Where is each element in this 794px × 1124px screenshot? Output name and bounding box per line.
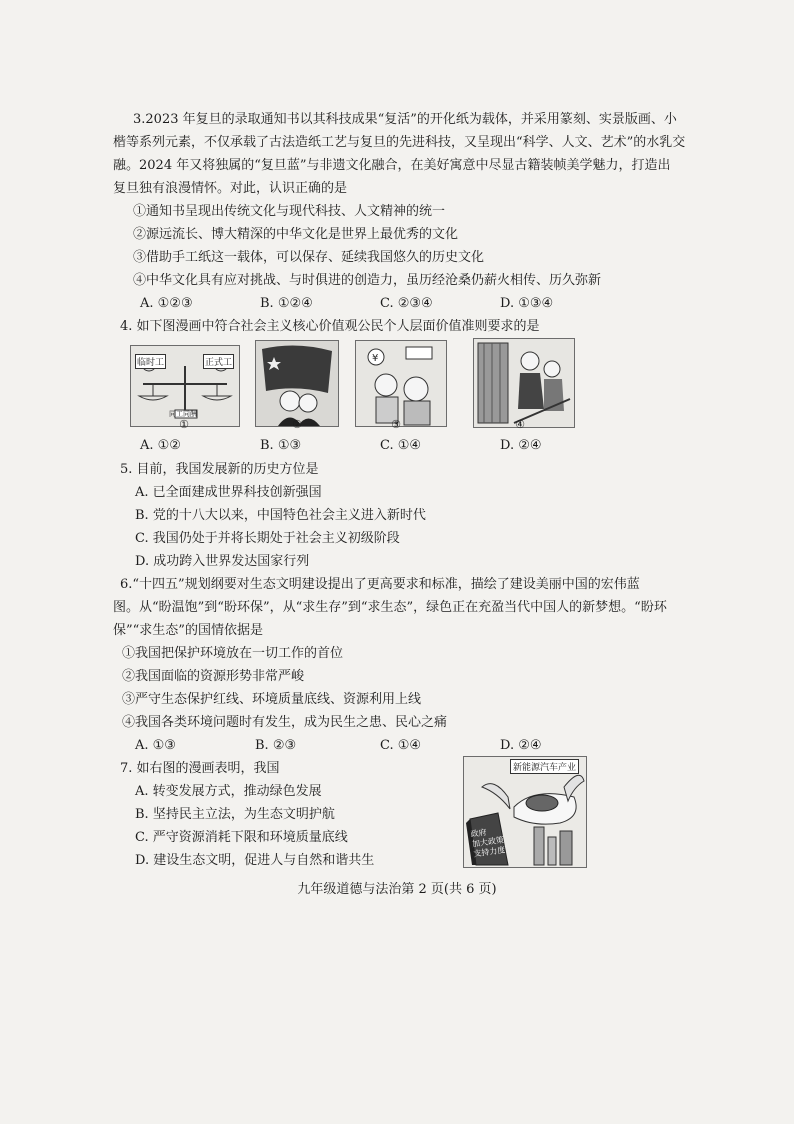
q7-option-c: C. 严守资源消耗下限和环境质量底线: [135, 830, 348, 845]
q4-stem: 4. 如下图漫画中符合社会主义核心价值观公民个人层面价值准则要求的是: [120, 319, 540, 334]
q4-cartoon-panel-1: [130, 345, 240, 427]
q3-stem-line-4: 复旦独有浪漫情怀。对此，认识正确的是: [113, 181, 348, 196]
q7-cartoon: [463, 756, 587, 868]
q4-panel-label-1: ①: [179, 418, 189, 431]
q6-option-c: C. ①④: [380, 738, 422, 753]
q7-stem: 7. 如右图的漫画表明，我国: [120, 761, 280, 776]
panel-1-sign-temporary: 临时工: [135, 354, 166, 369]
q7-option-a: A. 转变发展方式，推动绿色发展: [135, 784, 322, 799]
q6-statement-3: ③严守生态保护红线、环境质量底线、资源利用上线: [122, 692, 422, 707]
q3-statement-3: ③借助手工纸这一载体，可以保存、延续我国悠久的历史文化: [133, 250, 485, 265]
q3-stem-line-2: 楷等系列元素，不仅承载了古法造纸工艺与复旦的先进科技，又呈现出“科学、人文、艺术”的水乳交: [113, 135, 686, 150]
q6-option-d: D. ②④: [500, 738, 542, 753]
q4-cartoon-panel-4: [473, 338, 575, 428]
q7-option-b: B. 坚持民主立法，为生态文明护航: [135, 807, 335, 822]
q3-option-b: B. ①②④: [260, 296, 313, 311]
q3-option-c: C. ②③④: [380, 296, 433, 311]
q4-option-c: C. ①④: [380, 438, 422, 453]
q6-stem-line-1: 6.“十四五”规划纲要对生态文明建设提出了更高要求和标准，描绘了建设美丽中国的宏伟蓝: [120, 577, 640, 592]
q4-cartoon-panel-3: [355, 340, 447, 427]
q4-cartoon-panel-2: [255, 340, 339, 427]
q6-statement-2: ②我国面临的资源形势非常严峻: [122, 669, 305, 684]
q6-option-a: A. ①③: [135, 738, 176, 753]
q7-cartoon-book: [470, 824, 514, 859]
q7-cartoon-banner: 新能源汽车产业: [510, 759, 579, 774]
q4-panel-label-3: ③: [391, 418, 401, 431]
q3-statement-1: ①通知书呈现出传统文化与现代科技、人文精神的统一: [133, 204, 446, 219]
q5-option-c: C. 我国仍处于并将长期处于社会主义初级阶段: [135, 531, 400, 546]
q7-book-line-2: 加大政策: [471, 835, 505, 849]
q6-statement-4: ④我国各类环境问题时有发生，成为民生之患、民心之痛: [122, 715, 448, 730]
q4-option-a: A. ①②: [140, 438, 181, 453]
q6-option-b: B. ②③: [255, 738, 297, 753]
panel-1-sign-equal-pay: 同工同酬: [169, 410, 197, 418]
q4-panel-label-4: ④: [515, 418, 525, 431]
q5-option-a: A. 已全面建成世界科技创新强国: [135, 485, 322, 500]
q5-option-d: D. 成功跨入世界发达国家行列: [135, 554, 310, 569]
q6-stem-line-2: 图。从“盼温饱”到“盼环保”，从“求生存”到“求生态”，绿色正在充盈当代中国人的新梦想。“盼环: [113, 600, 667, 615]
q3-option-d: D. ①③④: [500, 296, 554, 311]
q4-option-d: D. ②④: [500, 438, 542, 453]
q4-panel-label-2: ②: [292, 418, 302, 431]
q7-book-line-3: 支持力度: [472, 845, 506, 859]
q5-option-b: B. 党的十八大以来，中国特色社会主义进入新时代: [135, 508, 426, 523]
svg-text:¥: ¥: [372, 353, 379, 364]
q4-option-b: B. ①③: [260, 438, 302, 453]
q6-statement-1: ①我国把保护环境放在一切工作的首位: [122, 646, 344, 661]
q7-book-line-1: 政府: [470, 827, 488, 839]
q3-stem-line-1: 3.2023 年复旦的录取通知书以其科技成果“复活”的开化纸为载体，并采用篆刻、实景版画、小: [133, 112, 677, 127]
q5-stem: 5. 目前，我国发展新的历史方位是: [120, 462, 319, 477]
q6-stem-line-3: 保”“求生态”的国情依据是: [113, 623, 263, 638]
q3-stem-line-3: 融。2024 年又将独属的“复旦蓝”与非遗文化融合，在美好寓意中尽显古籍装帧美学魅力，打造出: [113, 158, 671, 173]
q7-option-d: D. 建设生态文明，促进人与自然和谐共生: [135, 853, 375, 868]
panel-1-sign-formal: 正式工: [203, 354, 234, 369]
q3-statement-2: ②源远流长、博大精深的中华文化是世界上最优秀的文化: [133, 227, 459, 242]
q3-option-a: A. ①②③: [140, 296, 193, 311]
page-footer: 九年级道德与法治第 2 页(共 6 页): [297, 882, 497, 897]
q3-statement-4: ④中华文化具有应对挑战、与时俱进的创造力，虽历经沧桑仍薪火相传、历久弥新: [133, 273, 602, 288]
